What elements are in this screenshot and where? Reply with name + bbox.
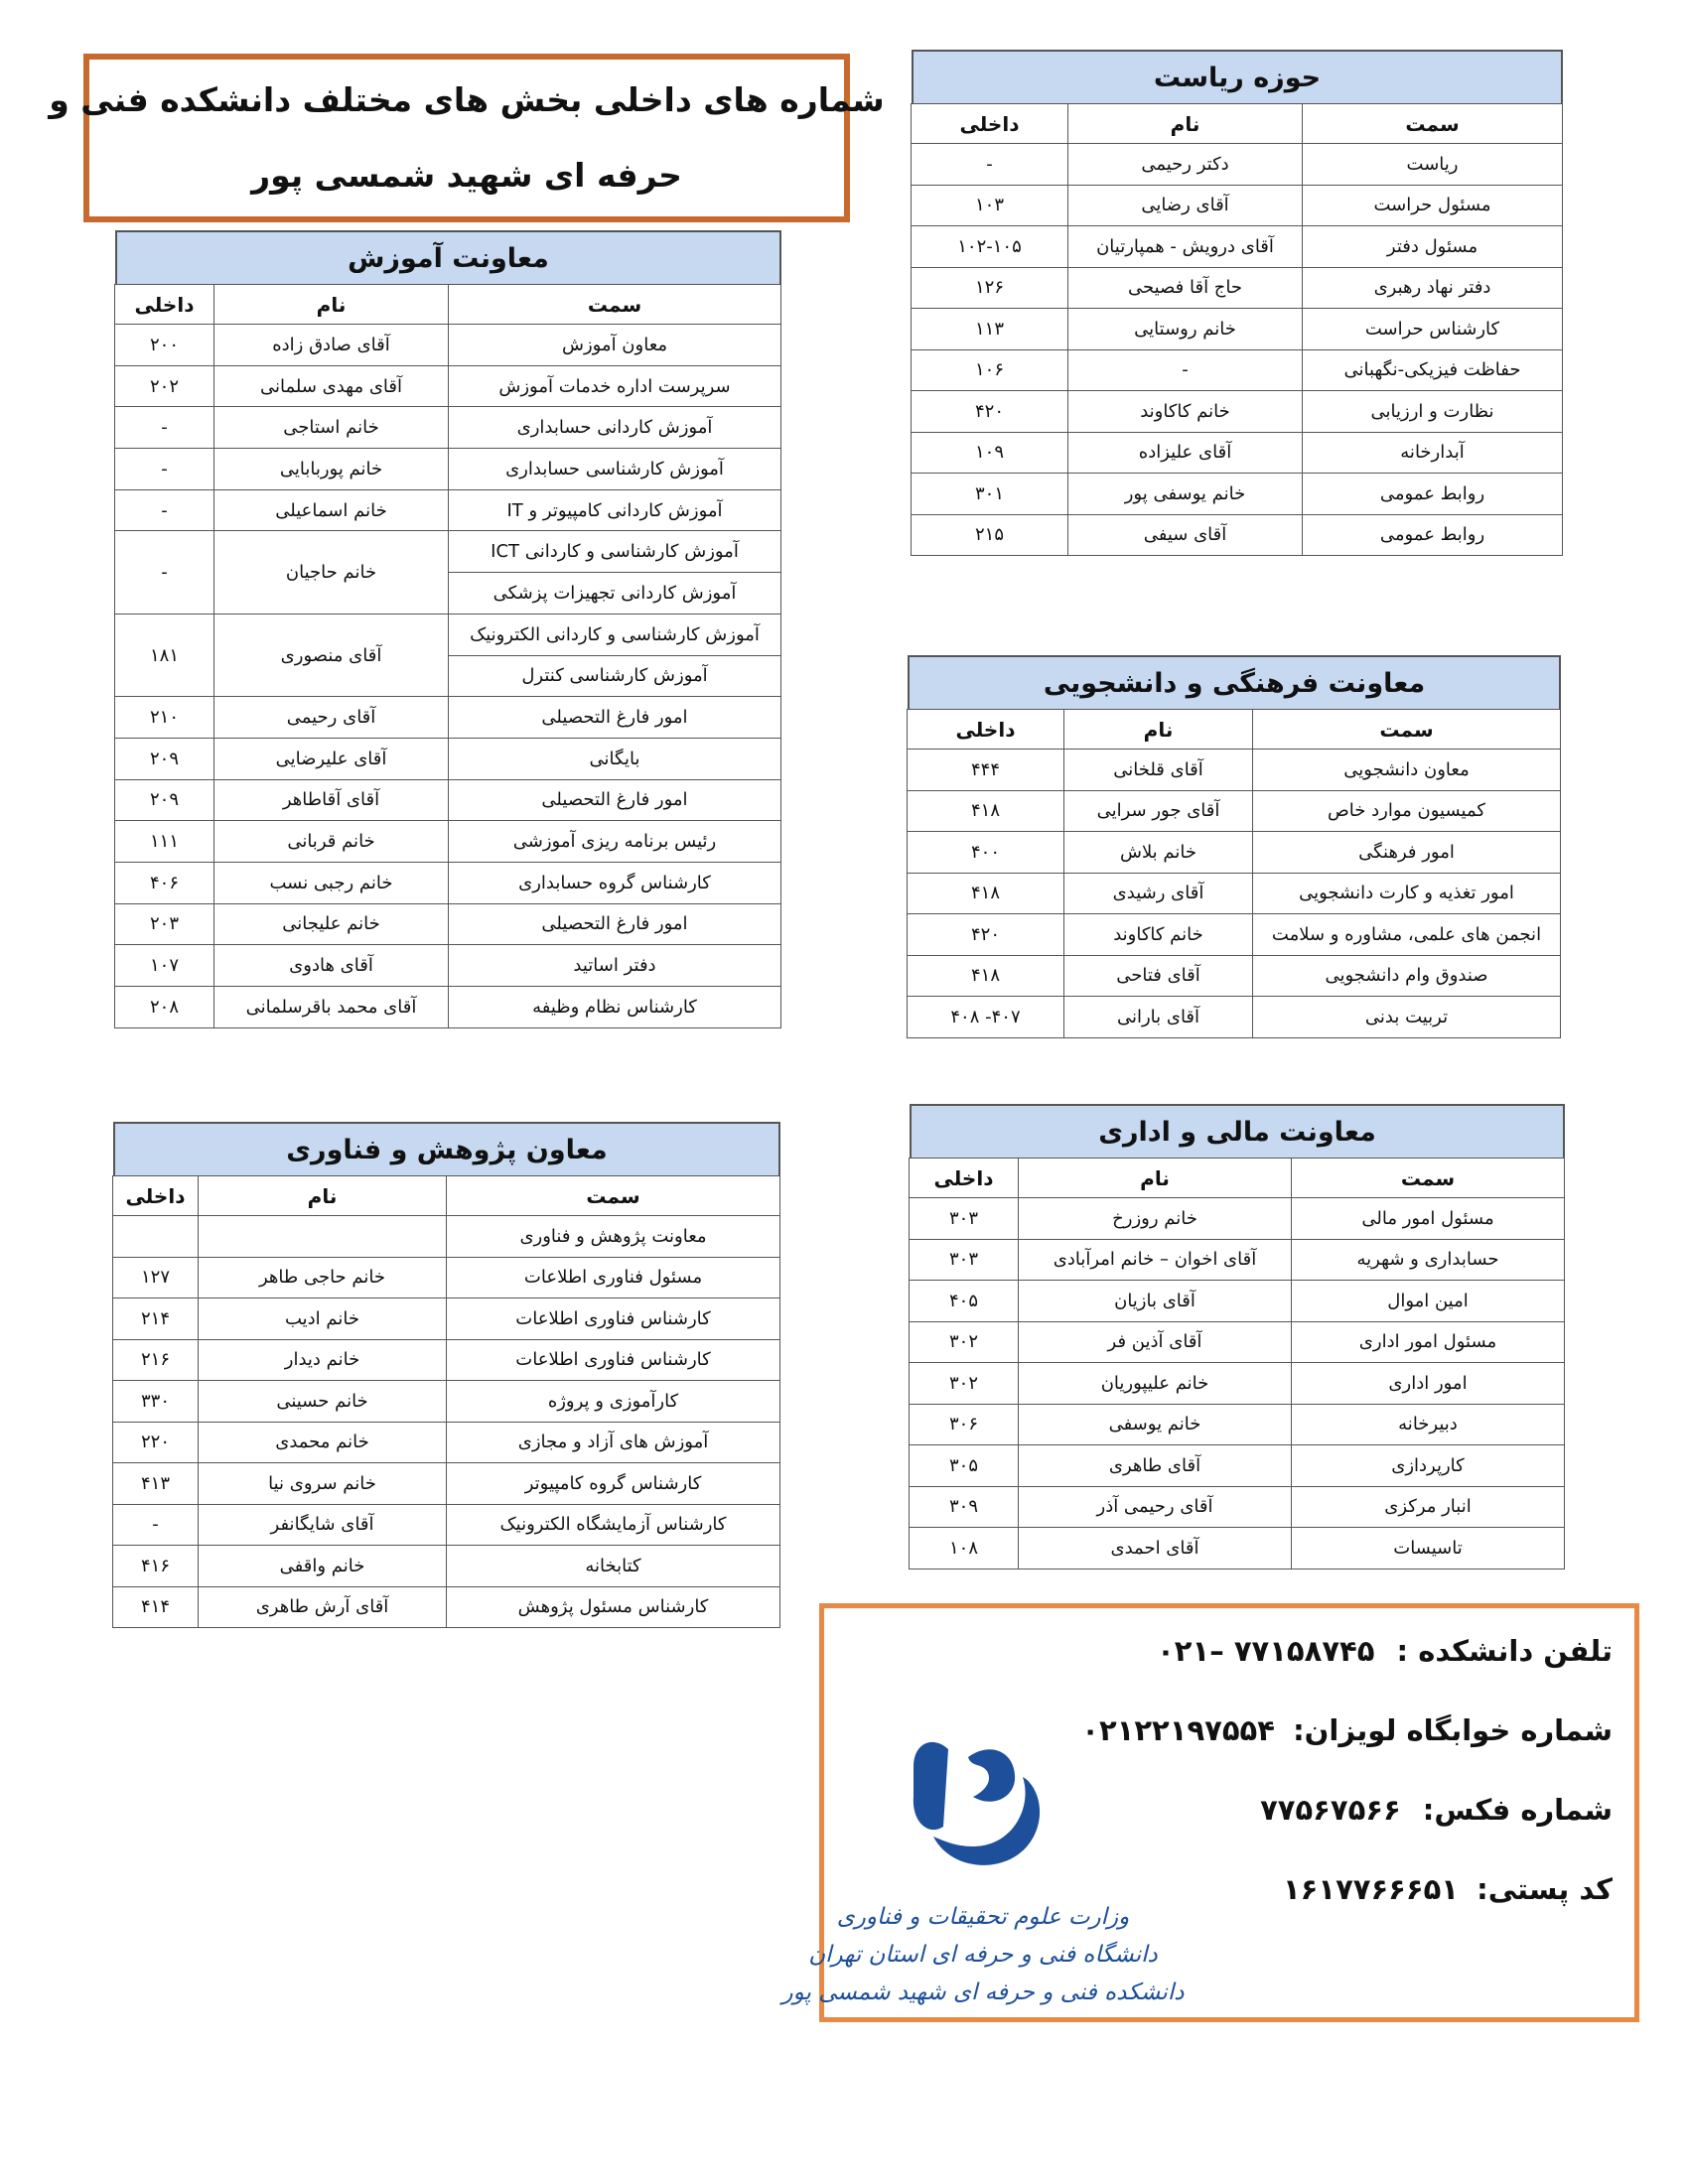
cell-position: مسئول امور اداری bbox=[1292, 1321, 1565, 1363]
cell-name: آقای رشیدی bbox=[1064, 873, 1253, 914]
cell-position: امور فارغ التحصیلی bbox=[449, 697, 781, 739]
table-row bbox=[115, 779, 781, 821]
table-row bbox=[113, 1216, 780, 1258]
cell-ext: ۱۲۷ bbox=[113, 1257, 199, 1298]
cell-ext bbox=[113, 1216, 199, 1258]
cell-ext: ۲۲۰ bbox=[113, 1422, 199, 1463]
col-position: سمت bbox=[449, 285, 781, 325]
cell-name: آقای رضایی bbox=[1068, 185, 1303, 226]
amoozesh-table bbox=[114, 284, 781, 1028]
table-row bbox=[912, 226, 1563, 268]
cell-name: آقای آذین فر bbox=[1019, 1321, 1292, 1363]
table-row bbox=[908, 750, 1561, 791]
table-row bbox=[912, 185, 1563, 226]
cell-ext: ۱۰۳ bbox=[912, 185, 1068, 226]
cell-name: آقای آرش طاهری bbox=[199, 1586, 447, 1628]
table-row bbox=[912, 514, 1563, 556]
cell-ext: ۴۱۸ bbox=[908, 790, 1064, 832]
cell-name: خانم روستایی bbox=[1068, 309, 1303, 350]
cell-ext: ۱۰۷ bbox=[115, 945, 214, 987]
cell-name: آقای فتاحی bbox=[1064, 955, 1253, 997]
cell-ext: ۴۰۷- ۴۰۸ bbox=[908, 997, 1064, 1038]
cell-position: کارشناس گروه حسابداری bbox=[449, 862, 781, 903]
cell-ext: ۳۳۰ bbox=[113, 1381, 199, 1423]
cell-ext: ۳۰۶ bbox=[910, 1404, 1019, 1445]
cell-position: آموزش کارشناسی و کاردانی ICT bbox=[449, 531, 781, 573]
section-title: معاونت مالی و اداری bbox=[910, 1104, 1565, 1158]
cell-name: خانم روزرخ bbox=[1019, 1198, 1292, 1240]
table-row bbox=[910, 1486, 1565, 1528]
table-row bbox=[912, 309, 1563, 350]
cell-name: خانم بلاش bbox=[1064, 832, 1253, 874]
section-title: معاونت آموزش bbox=[115, 230, 781, 284]
cell-ext: ۴۰۵ bbox=[910, 1281, 1019, 1322]
cell-position: مسئول دفتر bbox=[1303, 226, 1563, 268]
cell-name: خانم قربانی bbox=[214, 821, 449, 863]
table-row bbox=[115, 697, 781, 739]
col-name: نام bbox=[199, 1176, 447, 1216]
cell-ext: ۳۰۳ bbox=[910, 1239, 1019, 1281]
cell-name: آقای صادق زاده bbox=[214, 325, 449, 366]
cell-position: صندوق وام دانشجویی bbox=[1253, 955, 1561, 997]
table-body bbox=[115, 325, 781, 531]
cell-position: رئیس برنامه ریزی آموزشی bbox=[449, 821, 781, 863]
cell-ext: ۲۱۵ bbox=[912, 514, 1068, 556]
cell-name: خانم رجبی نسب bbox=[214, 862, 449, 903]
cell-ext: ۲۰۲ bbox=[115, 365, 214, 407]
col-ext: داخلی bbox=[910, 1159, 1019, 1198]
cell-ext: ۳۰۳ bbox=[910, 1198, 1019, 1240]
cell-position: امین اموال bbox=[1292, 1281, 1565, 1322]
table-row bbox=[910, 1445, 1565, 1487]
cell-name: آقای آقاطاهر bbox=[214, 779, 449, 821]
fax-value: ۷۷۵۶۷۵۶۶ bbox=[1260, 1793, 1401, 1827]
cell-position: کارشناس نظام وظیفه bbox=[449, 987, 781, 1028]
cell-name: آقای احمدی bbox=[1019, 1528, 1292, 1570]
cell-name: خانم حاجی طاهر bbox=[199, 1257, 447, 1298]
table-row bbox=[115, 821, 781, 863]
cell-name: آقای رحیمی آذر bbox=[1019, 1486, 1292, 1528]
table-row bbox=[908, 914, 1561, 956]
cell-position: مسئول فناوری اطلاعات bbox=[447, 1257, 780, 1298]
cell-ext: ۱۲۶ bbox=[912, 267, 1068, 309]
cell-name: خانم کاکاوند bbox=[1068, 391, 1303, 433]
cell-position: بایگانی bbox=[449, 738, 781, 779]
cell-ext: ۱۰۶ bbox=[912, 349, 1068, 391]
fax-line bbox=[1260, 1793, 1613, 1827]
cell-position: آموزش کاردانی تجهیزات پزشکی bbox=[449, 573, 781, 614]
cell-position: آموزش کاردانی کامپیوتر و IT bbox=[449, 489, 781, 531]
cell-position: آموزش کاردانی حسابداری bbox=[449, 407, 781, 449]
fax-label: شماره فکس: bbox=[1422, 1793, 1613, 1827]
cell-name: آقای رحیمی bbox=[214, 697, 449, 739]
table-row bbox=[908, 790, 1561, 832]
cell-name: دکتر رحیمی bbox=[1068, 144, 1303, 186]
cell-ext: ۳۰۲ bbox=[910, 1321, 1019, 1363]
header-row bbox=[912, 104, 1563, 144]
table-row bbox=[912, 474, 1563, 515]
cell-position: آموزش کارشناسی کنترل bbox=[449, 655, 781, 697]
header-row bbox=[113, 1176, 780, 1216]
cell-ext: ۲۱۴ bbox=[113, 1298, 199, 1340]
phone-label: تلفن دانشکده : bbox=[1396, 1634, 1613, 1668]
cell-position: مسئول امور مالی bbox=[1292, 1198, 1565, 1240]
postal-label: کد پستی: bbox=[1477, 1872, 1613, 1906]
table-row bbox=[115, 903, 781, 945]
table-row bbox=[113, 1422, 780, 1463]
cell-name: خانم محمدی bbox=[199, 1422, 447, 1463]
cell-ext: ۳۰۲ bbox=[910, 1363, 1019, 1405]
cell-position: کمیسیون موارد خاص bbox=[1253, 790, 1561, 832]
header-row bbox=[910, 1159, 1565, 1198]
page-title-box bbox=[49, 54, 885, 222]
cell-name: آقای طاهری bbox=[1019, 1445, 1292, 1487]
cell-position: کتابخانه bbox=[447, 1546, 780, 1587]
cell-name bbox=[199, 1216, 447, 1258]
cell-ext: ۴۲۰ bbox=[908, 914, 1064, 956]
cell-name: خانم کاکاوند bbox=[1064, 914, 1253, 956]
cell-position: کارشناس حراست bbox=[1303, 309, 1563, 350]
cell-ext: ۴۰۰ bbox=[908, 832, 1064, 874]
col-ext: داخلی bbox=[912, 104, 1068, 144]
cell-ext: ۴۰۶ bbox=[115, 862, 214, 903]
page-title-line-1: شماره های داخلی بخش های مختلف دانشکده فنی و bbox=[49, 80, 885, 119]
table-body bbox=[113, 1216, 780, 1628]
table-row bbox=[910, 1239, 1565, 1281]
table-row bbox=[910, 1281, 1565, 1322]
cell-ext: - bbox=[115, 489, 214, 531]
merged-group-ict bbox=[115, 531, 781, 614]
table-row bbox=[908, 955, 1561, 997]
table-row bbox=[912, 144, 1563, 186]
cell-position: آبدارخانه bbox=[1303, 432, 1563, 474]
header-row bbox=[115, 285, 781, 325]
table-row bbox=[912, 349, 1563, 391]
table-row bbox=[115, 489, 781, 531]
cell-name: آقای جور سرایی bbox=[1064, 790, 1253, 832]
cell-ext: ۲۰۸ bbox=[115, 987, 214, 1028]
table-row bbox=[115, 614, 781, 655]
farhangi-table bbox=[907, 709, 1561, 1038]
table-row bbox=[910, 1363, 1565, 1405]
table-body bbox=[910, 1198, 1565, 1570]
table-row bbox=[912, 267, 1563, 309]
table-row bbox=[113, 1586, 780, 1628]
table-row bbox=[113, 1504, 780, 1546]
cell-position: حفاظت فیزیکی-نگهبانی bbox=[1303, 349, 1563, 391]
table-row bbox=[115, 738, 781, 779]
cell-ext: ۴۱۸ bbox=[908, 873, 1064, 914]
cell-name: خانم حسینی bbox=[199, 1381, 447, 1423]
table-row bbox=[912, 432, 1563, 474]
cell-name: خانم علیپوریان bbox=[1019, 1363, 1292, 1405]
cell-name: آقای شایگانفر bbox=[199, 1504, 447, 1546]
table-row bbox=[113, 1546, 780, 1587]
cell-ext: ۱۱۳ bbox=[912, 309, 1068, 350]
table-row bbox=[115, 945, 781, 987]
cell-position: امور فرهنگی bbox=[1253, 832, 1561, 874]
cell-ext: ۲۱۶ bbox=[113, 1339, 199, 1381]
contact-box bbox=[781, 1603, 1639, 2022]
section-title: معاونت فرهنگی و دانشجویی bbox=[908, 655, 1561, 709]
cell-ext: ۲۱۰ bbox=[115, 697, 214, 739]
cell-ext: ۳۰۵ bbox=[910, 1445, 1019, 1487]
table-row bbox=[908, 873, 1561, 914]
cell-name: خانم یوسفی bbox=[1019, 1404, 1292, 1445]
col-name: نام bbox=[1064, 710, 1253, 750]
cell-position: روابط عمومی bbox=[1303, 514, 1563, 556]
table-row bbox=[910, 1321, 1565, 1363]
cell-ext: ۱۰۹ bbox=[912, 432, 1068, 474]
section-pajouhesh bbox=[113, 1122, 780, 1628]
table-row bbox=[908, 832, 1561, 874]
phone-value: ۷۷۱۵۸۷۴۵ –۰۲۱ bbox=[1157, 1634, 1375, 1668]
cell-name: آقای منصوری bbox=[214, 614, 449, 696]
col-position: سمت bbox=[1253, 710, 1561, 750]
cell-ext: ۴۴۴ bbox=[908, 750, 1064, 791]
cell-ext: ۴۲۰ bbox=[912, 391, 1068, 433]
table-row bbox=[113, 1381, 780, 1423]
postal-value: ۱۶۱۷۷۶۶۶۵۱ bbox=[1282, 1872, 1459, 1906]
cell-ext: - bbox=[115, 407, 214, 449]
col-name: نام bbox=[1068, 104, 1303, 144]
cell-ext: - bbox=[115, 531, 214, 614]
col-position: سمت bbox=[1292, 1159, 1565, 1198]
cell-name: آقای سیفی bbox=[1068, 514, 1303, 556]
cell-ext: ۴۱۶ bbox=[113, 1546, 199, 1587]
mali-table bbox=[909, 1158, 1565, 1570]
cell-ext: ۲۰۳ bbox=[115, 903, 214, 945]
cell-name: آقای بازیان bbox=[1019, 1281, 1292, 1322]
table-row bbox=[910, 1198, 1565, 1240]
cell-ext: ۲۰۹ bbox=[115, 738, 214, 779]
cell-position: معاون آموزش bbox=[449, 325, 781, 366]
cell-ext: ۴۱۸ bbox=[908, 955, 1064, 997]
cell-name: آقای مهدی سلمانی bbox=[214, 365, 449, 407]
table-row bbox=[115, 531, 781, 573]
cell-position: انجمن های علمی، مشاوره و سلامت bbox=[1253, 914, 1561, 956]
table-row bbox=[115, 862, 781, 903]
dorm-line bbox=[1081, 1713, 1613, 1747]
cell-position: کارپردازی bbox=[1292, 1445, 1565, 1487]
table-row bbox=[115, 407, 781, 449]
cell-ext: ۴۱۴ bbox=[113, 1586, 199, 1628]
cell-position: نظارت و ارزیابی bbox=[1303, 391, 1563, 433]
cell-ext: ۲۰۹ bbox=[115, 779, 214, 821]
cell-position: روابط عمومی bbox=[1303, 474, 1563, 515]
cell-ext: ۱۱۱ bbox=[115, 821, 214, 863]
cell-name: آقای علیزاده bbox=[1068, 432, 1303, 474]
table-row bbox=[113, 1339, 780, 1381]
table-row bbox=[908, 997, 1561, 1038]
section-mali bbox=[910, 1104, 1565, 1570]
cell-name: آقای علیرضایی bbox=[214, 738, 449, 779]
table-body bbox=[908, 750, 1561, 1038]
col-name: نام bbox=[1019, 1159, 1292, 1198]
merged-group-electronics bbox=[115, 614, 781, 696]
cell-position: کارشناس گروه کامپیوتر bbox=[447, 1463, 780, 1505]
cell-ext: ۲۰۰ bbox=[115, 325, 214, 366]
section-riasat bbox=[912, 50, 1563, 556]
section-amoozesh bbox=[115, 230, 781, 1028]
table-row bbox=[113, 1463, 780, 1505]
cell-ext: - bbox=[912, 144, 1068, 186]
dorm-value: ۰۲۱۲۲۱۹۷۵۵۴ bbox=[1081, 1713, 1275, 1747]
cell-name: آقای درویش - همپارتیان bbox=[1068, 226, 1303, 268]
cell-position: ریاست bbox=[1303, 144, 1563, 186]
cell-ext: ۴۱۳ bbox=[113, 1463, 199, 1505]
cell-position: امور تغذیه و کارت دانشجویی bbox=[1253, 873, 1561, 914]
logo-line-1: وزارت علوم تحقیقات و فناوری bbox=[836, 1904, 1130, 1930]
col-ext: داخلی bbox=[115, 285, 214, 325]
cell-position: انبار مرکزی bbox=[1292, 1486, 1565, 1528]
table-row bbox=[115, 449, 781, 490]
university-logo-icon bbox=[781, 1727, 1185, 2015]
cell-name: آقای قلخانی bbox=[1064, 750, 1253, 791]
cell-ext: ۳۰۹ bbox=[910, 1486, 1019, 1528]
header-row bbox=[908, 710, 1561, 750]
table-row bbox=[910, 1404, 1565, 1445]
table-body bbox=[912, 144, 1563, 556]
logo-line-2: دانشگاه فنی و حرفه ای استان تهران bbox=[808, 1942, 1158, 1968]
cell-position: دبیرخانه bbox=[1292, 1404, 1565, 1445]
cell-ext: ۱۰۲-۱۰۵ bbox=[912, 226, 1068, 268]
logo-line-3: دانشکده فنی و حرفه ای شهید شمسی پور bbox=[781, 1979, 1185, 2005]
cell-ext: - bbox=[115, 449, 214, 490]
table-row bbox=[113, 1257, 780, 1298]
table-row bbox=[115, 325, 781, 366]
cell-name: حاج آقا فصیحی bbox=[1068, 267, 1303, 309]
table-row bbox=[115, 365, 781, 407]
cell-position: کارشناس آزمایشگاه الکترونیک bbox=[447, 1504, 780, 1546]
table-row bbox=[912, 391, 1563, 433]
cell-name: آقای محمد باقرسلمانی bbox=[214, 987, 449, 1028]
table-row bbox=[910, 1528, 1565, 1570]
cell-position: امور فارغ التحصیلی bbox=[449, 903, 781, 945]
cell-position: کارشناس فناوری اطلاعات bbox=[447, 1298, 780, 1340]
table-row bbox=[115, 987, 781, 1028]
section-title: معاون پژوهش و فناوری bbox=[113, 1122, 780, 1175]
cell-name: آقای بارانی bbox=[1064, 997, 1253, 1038]
cell-position: امور فارغ التحصیلی bbox=[449, 779, 781, 821]
dorm-label: شماره خوابگاه لویزان: bbox=[1293, 1713, 1613, 1747]
cell-ext: ۱۸۱ bbox=[115, 614, 214, 696]
cell-name: - bbox=[1068, 349, 1303, 391]
cell-ext: - bbox=[113, 1504, 199, 1546]
page-title-line-2: حرفه ای شهید شمسی پور bbox=[251, 156, 682, 195]
cell-ext: ۳۰۱ bbox=[912, 474, 1068, 515]
col-position: سمت bbox=[447, 1176, 780, 1216]
cell-name: خانم دیدار bbox=[199, 1339, 447, 1381]
cell-position: دفتر نهاد رهبری bbox=[1303, 267, 1563, 309]
col-position: سمت bbox=[1303, 104, 1563, 144]
table-row bbox=[113, 1298, 780, 1340]
cell-name: خانم ادیب bbox=[199, 1298, 447, 1340]
cell-position: معاون دانشجویی bbox=[1253, 750, 1561, 791]
cell-position: کارشناس فناوری اطلاعات bbox=[447, 1339, 780, 1381]
postal-line bbox=[1283, 1872, 1613, 1906]
col-ext: داخلی bbox=[908, 710, 1064, 750]
cell-name: آقای هادوی bbox=[214, 945, 449, 987]
cell-position: تربیت بدنی bbox=[1253, 997, 1561, 1038]
cell-name: خانم پوربابایی bbox=[214, 449, 449, 490]
cell-position: دفتر اساتید bbox=[449, 945, 781, 987]
table-body bbox=[115, 697, 781, 1028]
cell-name: خانم سروی نیا bbox=[199, 1463, 447, 1505]
cell-position: آموزش کارشناسی حسابداری bbox=[449, 449, 781, 490]
section-title: حوزه ریاست bbox=[912, 50, 1563, 103]
cell-ext: ۱۰۸ bbox=[910, 1528, 1019, 1570]
cell-position: معاونت پژوهش و فناوری bbox=[447, 1216, 780, 1258]
cell-name: آقای اخوان – خانم امرآبادی bbox=[1019, 1239, 1292, 1281]
pajouhesh-table bbox=[112, 1175, 780, 1628]
col-name: نام bbox=[214, 285, 449, 325]
cell-position: امور اداری bbox=[1292, 1363, 1565, 1405]
cell-position: سرپرست اداره خدمات آموزش bbox=[449, 365, 781, 407]
cell-name: خانم واقفی bbox=[199, 1546, 447, 1587]
cell-position: کارشناس مسئول پژوهش bbox=[447, 1586, 780, 1628]
riasat-table bbox=[911, 103, 1563, 556]
cell-position: آموزش کارشناسی و کاردانی الکترونیک bbox=[449, 614, 781, 655]
cell-name: خانم اسماعیلی bbox=[214, 489, 449, 531]
cell-name: خانم علیجانی bbox=[214, 903, 449, 945]
col-ext: داخلی bbox=[113, 1176, 199, 1216]
cell-position: آموزش های آزاد و مجازی bbox=[447, 1422, 780, 1463]
phone-line bbox=[1157, 1634, 1613, 1668]
cell-position: تاسیسات bbox=[1292, 1528, 1565, 1570]
cell-name: خانم استاجی bbox=[214, 407, 449, 449]
cell-position: حسابداری و شهریه bbox=[1292, 1239, 1565, 1281]
cell-position: مسئول حراست bbox=[1303, 185, 1563, 226]
cell-position: کارآموزی و پروژه bbox=[447, 1381, 780, 1423]
section-farhangi bbox=[908, 655, 1561, 1038]
cell-name: خانم حاجیان bbox=[214, 531, 449, 614]
cell-name: خانم یوسفی پور bbox=[1068, 474, 1303, 515]
